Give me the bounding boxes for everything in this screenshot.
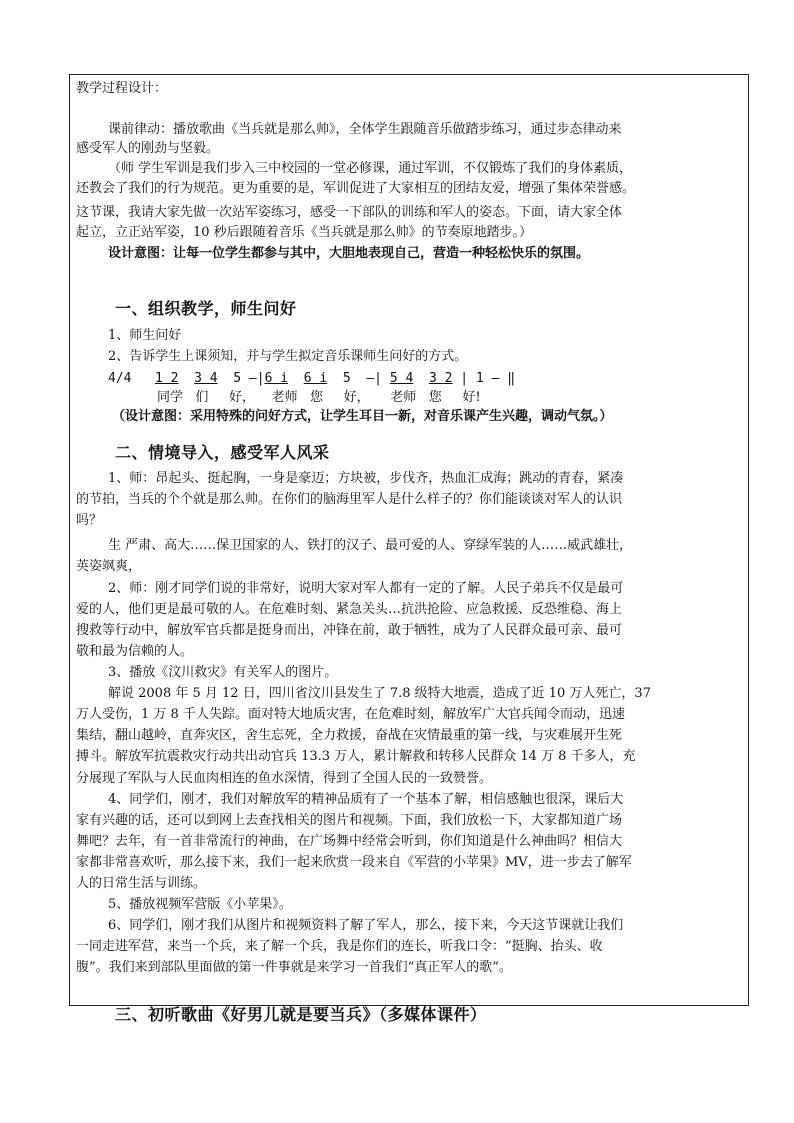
- intro-line: 还教会了我们的行为规范。更为重要的是，军训促进了大家相互的团结友爱，增强了集体荣誉感。: [76, 181, 636, 196]
- body-line: 家有兴趣的话，还可以到网上去查找相关的图片和视频。下面，我们放松一下，大家都知道广场: [76, 813, 623, 828]
- design-intent: （设计意图：采用特殊的问好方式，让学生耳目一新，对音乐课产生兴趣，调动气氛。）: [112, 409, 613, 424]
- body-line: 1、师：昂起头、挺起胸，一身是豪迈；方块被，步伐齐，热血汇成海；跳动的青春，紧凑: [108, 471, 624, 486]
- note-group: 5 4: [389, 371, 414, 386]
- body-line: 3、播放《汶川救灾》有关军人的图片。: [108, 665, 338, 680]
- intro-line: （师 学生军训是我们步入三中校园的一堂必修课，通过军训，不仅锻炼了我们的身体素质，: [108, 161, 633, 176]
- note-group: 3 4: [194, 371, 218, 386]
- body-line: 的节拍，当兵的个个就是那么帅。在你们的脑海里军人是什么样子的？你们能谈谈对军人的认识: [76, 492, 623, 507]
- music-notation: [108, 371, 515, 386]
- section-heading: 二、情境导入，感受军人风采: [115, 443, 330, 462]
- intro-line: 课前律动：播放歌曲《当兵就是那么帅》，全体学生跟随音乐做踏步练习，通过步态律动来: [108, 122, 622, 137]
- body-line: 家都非常喜欢听，那么接下来，我们一起来欣赏一段来自《军营的小苹果》MV，进一步去了解军: [76, 855, 632, 870]
- note-group: 5 —|: [342, 371, 382, 386]
- body-line: 分展现了军队与人民血肉相连的鱼水深情，得到了全国人民的一致赞誉。: [76, 771, 493, 786]
- list-item: 1、师生问好: [108, 328, 182, 343]
- intro-line: 感受军人的刚劲与坚毅。: [76, 141, 220, 156]
- body-line: 英姿飒爽，: [76, 559, 142, 574]
- body-line: 2、师：刚才同学们说的非常好，说明大家对军人都有一定的了解。人民子弟兵不仅是最可: [108, 581, 624, 596]
- body-line: 腹”。我们来到部队里面做的第一件事就是来学习一首我们“真正军人的歌”。: [76, 960, 512, 975]
- body-line: 解说 2008 年 5 月 12 日，四川省汶川县发生了 7.8 级特大地震，造成了近 10 万人死亡，37: [108, 686, 651, 701]
- section-title: 教学过程设计：: [76, 81, 168, 96]
- time-signature: 4/4: [108, 371, 132, 386]
- body-line: 万人受伤，1 万 8 千人失踪。面对特大地质灾害，在危难时刻，解放军广大官兵闻令而动，迅速: [76, 707, 625, 722]
- note-group: 6 i: [303, 371, 328, 386]
- note-group: 6 i: [264, 371, 289, 386]
- intro-line: 起立，立正站军姿，10 秒后跟随着音乐《当兵就是那么帅》的节奏原地踏步。）: [76, 225, 533, 240]
- body-line: 集结，翻山越岭，直奔灾区，舍生忘死，全力救援，奋战在灾情最重的第一线，与灾难展开生死: [76, 728, 623, 743]
- intro-line: 这节课，我请大家先做一次站军姿练习，感受一下部队的训练和军人的姿态。下面，请大家全体: [76, 205, 623, 220]
- body-line: 吗？: [76, 513, 103, 528]
- body-line: 搜救等行动中，解放军官兵都是挺身而出，冲锋在前，敢于牺牲，成为了人民群众最可亲、最可: [76, 623, 623, 638]
- note-group: 3 2: [428, 371, 453, 386]
- body-line: 爱的人，他们更是最可敬的人。在危难时刻、紧急关头…抗洪抢险、应急救援、反恐维稳、海上: [76, 602, 623, 617]
- body-line: 敬和最为信赖的人。: [76, 644, 194, 659]
- section-heading: 一、组织教学，师生问好: [115, 299, 297, 318]
- body-line: 4、同学们，刚才，我们对解放军的精神品质有了一个基本了解，相信感触也很深，课后大: [108, 792, 624, 807]
- lyrics: 同学 们 好， 老师 您 好， 老师 您 好!: [157, 390, 481, 405]
- body-line: 人的日常生活与训练。: [76, 876, 207, 891]
- note-group: 1 2: [154, 371, 179, 386]
- body-line: 舞吧？去年，有一首非常流行的神曲，在广场舞中经常会听到，你们知道是什么神曲吗？相信大: [76, 834, 623, 849]
- body-line: 5、播放视频军营版《小苹果》。: [108, 897, 292, 912]
- section-heading: 三、初听歌曲《好男儿就是要当兵》（多媒体课件）: [115, 1005, 487, 1024]
- body-line: 6、同学们，刚才我们从图片和视频资料了解了军人，那么，接下来，今天这节课就让我们: [108, 918, 624, 933]
- body-line: 一同走进军营，来当一个兵，来了解一个兵，我是你们的连长，听我口令：“挺胸、抬头、收: [76, 939, 603, 954]
- body-line: 搏斗。解放军抗震救灾行动共出动官兵 13.3 万人，累计解救和转移人民群众 14 万 8 千多人，充: [76, 749, 636, 764]
- list-item: 2、告诉学生上课须知，并与学生拟定音乐课师生问好的方式。: [108, 349, 468, 364]
- note-group: 5 —|: [233, 371, 265, 386]
- design-intent: 设计意图：让每一位学生都参与其中，大胆地表现自己，营造一种轻松快乐的氛围。: [108, 246, 590, 261]
- note-group: | 1 — ‖: [460, 371, 516, 386]
- body-line: 生 严肃、高大……保卫国家的人、铁打的汉子、最可爱的人、穿绿军装的人……威武雄壮，: [108, 538, 633, 553]
